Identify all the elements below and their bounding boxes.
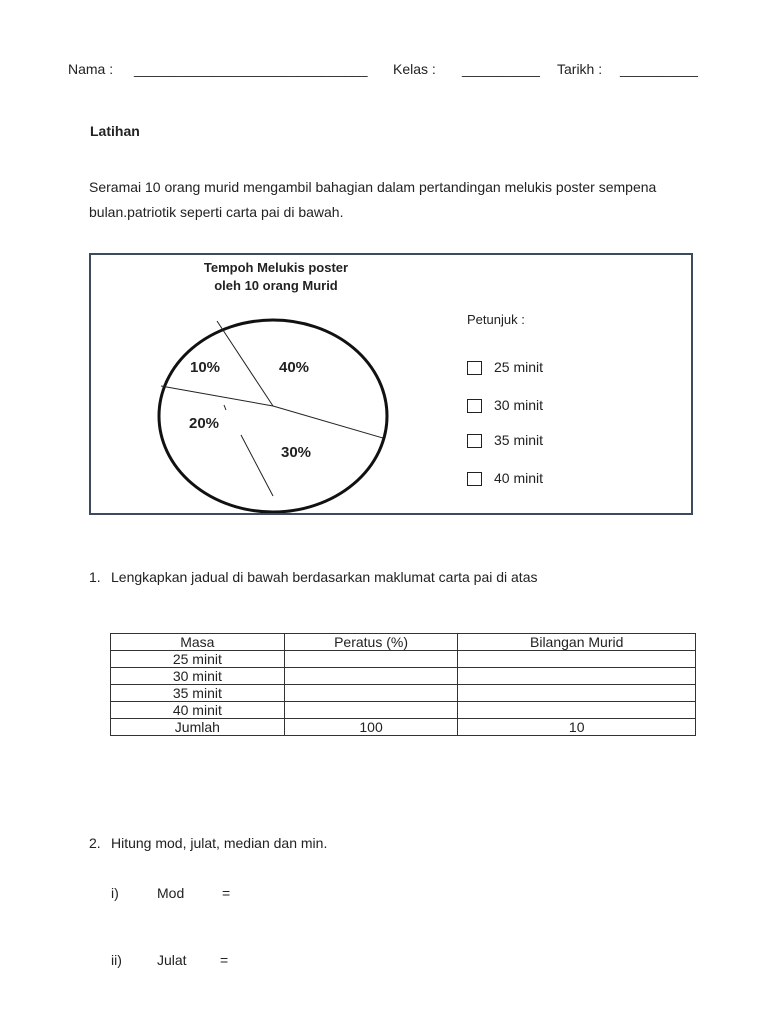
- table-cell: 35 minit: [111, 685, 285, 702]
- tarikh-label: Tarikh :: [557, 61, 603, 77]
- legend-item-25: [467, 359, 543, 375]
- table-cell: 10: [458, 719, 696, 736]
- nama-field[interactable]: ______________________________: [134, 61, 368, 77]
- q2-item-1-label: Mod: [157, 885, 185, 901]
- intro-line-1: Seramai 10 orang murid mengambil bahagian dalam pertandingan melukis poster sempena: [89, 179, 657, 195]
- table-row: [111, 702, 696, 719]
- table-header-bilangan: Bilangan Murid: [458, 634, 696, 651]
- kelas-label: Kelas :: [393, 61, 436, 77]
- q1-text: Lengkapkan jadual di bawah berdasarkan maklumat carta pai di atas: [111, 569, 538, 585]
- legend-title: Petunjuk :: [467, 312, 525, 327]
- legend-item-35: [467, 432, 543, 448]
- nama-label: Nama :: [68, 61, 114, 77]
- chart-title-line-1: Tempoh Melukis poster: [203, 260, 349, 275]
- table-row: [111, 685, 696, 702]
- table-cell: 40 minit: [111, 702, 285, 719]
- table-cell-input[interactable]: [284, 651, 458, 668]
- table-header-row: [111, 634, 696, 651]
- table-cell-input[interactable]: [458, 668, 696, 685]
- chart-title-line-2: oleh 10 orang Murid: [214, 278, 338, 293]
- legend-checkbox[interactable]: [467, 361, 482, 375]
- slice-label-40: 40%: [279, 359, 310, 376]
- table-cell: 100: [284, 719, 458, 736]
- table-cell-input[interactable]: [458, 685, 696, 702]
- legend-label: 30 minit: [494, 397, 544, 413]
- kelas-field[interactable]: __________: [462, 61, 540, 77]
- slice-label-20: 20%: [189, 415, 220, 432]
- intro-line-2: bulan.patriotik seperti carta pai di bawah.: [89, 204, 344, 220]
- q1-number: 1.: [89, 569, 101, 585]
- legend-label: 40 minit: [494, 470, 544, 486]
- pie-chart: [91, 255, 691, 513]
- table-cell-input[interactable]: [458, 702, 696, 719]
- legend-checkbox[interactable]: [467, 472, 482, 486]
- legend-checkbox[interactable]: [467, 399, 482, 413]
- table-cell: Jumlah: [111, 719, 285, 736]
- answer-table: [110, 633, 696, 736]
- q2-item-1-equals: =: [222, 885, 231, 901]
- slice-label-10: 10%: [190, 359, 221, 376]
- legend-label: 25 minit: [494, 359, 544, 375]
- table-cell: 25 minit: [111, 651, 285, 668]
- q2-item-1-number: i): [111, 885, 119, 901]
- table-cell-input[interactable]: [284, 668, 458, 685]
- legend-item-30: [467, 397, 543, 413]
- table-row: [111, 668, 696, 685]
- legend-item-40: [467, 470, 543, 486]
- table-header-masa: Masa: [111, 634, 285, 651]
- table-header-peratus: Peratus (%): [284, 634, 458, 651]
- table-cell-input[interactable]: [284, 702, 458, 719]
- table-row-total: [111, 719, 696, 736]
- section-title: Latihan: [90, 123, 140, 139]
- q2-text: Hitung mod, julat, median dan min.: [111, 835, 328, 851]
- legend-checkbox[interactable]: [467, 434, 482, 448]
- slice-label-30: 30%: [281, 444, 312, 461]
- pie-chart-panel: [89, 253, 693, 515]
- tarikh-field[interactable]: __________: [620, 61, 698, 77]
- q2-item-2-number: ii): [111, 952, 122, 968]
- legend-label: 35 minit: [494, 432, 544, 448]
- q2-item-2-equals: =: [220, 952, 229, 968]
- table-cell-input[interactable]: [458, 651, 696, 668]
- table-cell: 30 minit: [111, 668, 285, 685]
- table-cell-input[interactable]: [284, 685, 458, 702]
- q2-number: 2.: [89, 835, 101, 851]
- q2-item-2-label: Julat: [157, 952, 187, 968]
- table-row: [111, 651, 696, 668]
